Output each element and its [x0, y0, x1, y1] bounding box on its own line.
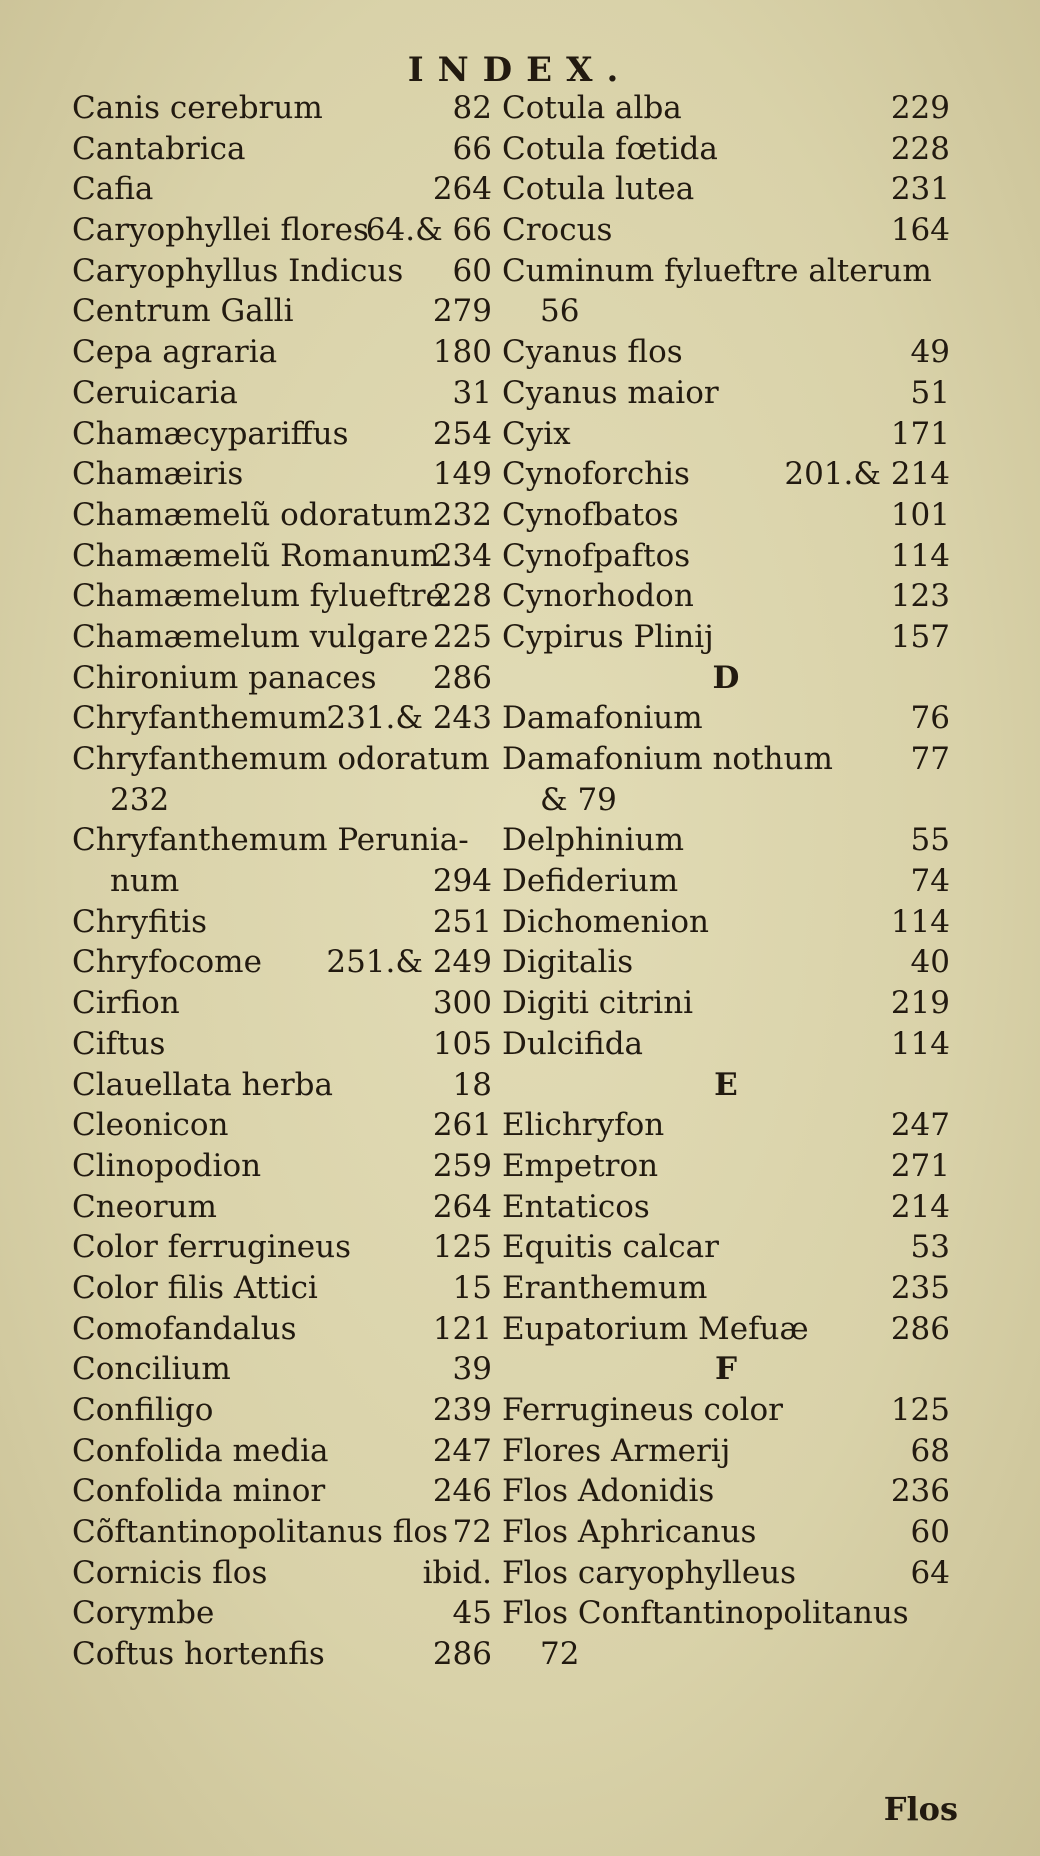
entry-page-number: 232 — [432, 496, 492, 533]
index-entry — [72, 1349, 492, 1390]
index-entry — [72, 373, 492, 414]
index-entry — [72, 129, 492, 170]
entry-term: 56 — [540, 293, 580, 330]
entry-page-number: 251.& 249 — [326, 944, 492, 981]
entry-page-number: 201.& 214 — [784, 456, 950, 493]
index-entry — [502, 942, 950, 983]
entry-term: num — [110, 863, 180, 900]
entry-page-number: 55 — [910, 822, 950, 859]
entry-page-number: 51 — [910, 374, 950, 411]
index-entry — [502, 739, 950, 780]
index-entry — [72, 88, 492, 129]
entry-term: Eranthemum — [502, 1269, 708, 1306]
entry-page-number: 157 — [890, 618, 950, 655]
entry-term: Cynofpaftos — [502, 537, 691, 574]
entry-term: Ciftus — [72, 1025, 166, 1062]
entry-term: Chryfanthemum Perunia- — [72, 822, 469, 859]
index-entry — [72, 861, 492, 902]
index-entry — [72, 1471, 492, 1512]
entry-term: Cornicis flos — [72, 1554, 268, 1591]
entry-page-number: 228 — [432, 578, 492, 615]
entry-term: Chryfanthemum — [72, 700, 328, 737]
entry-page-number: 123 — [890, 578, 950, 615]
entry-page-number: 234 — [432, 537, 492, 574]
index-entry — [72, 1634, 492, 1675]
entry-term: Confiligo — [72, 1392, 214, 1428]
entry-page-number: 125 — [432, 1229, 492, 1266]
entry-page-number: 72 — [452, 1514, 492, 1551]
entry-term: Cneorum — [72, 1188, 217, 1225]
entry-term: 72 — [540, 1636, 580, 1673]
entry-page-number: 76 — [910, 700, 950, 737]
entry-page-number: 45 — [452, 1595, 492, 1632]
entry-page-number: 149 — [432, 456, 492, 493]
entry-term: Flos Conftantinopolitanus — [502, 1595, 909, 1632]
entry-page-number: 271 — [890, 1147, 950, 1184]
entry-term: Chamæmelũ Romanum — [72, 537, 440, 574]
section-letter — [502, 1065, 950, 1106]
entry-term: Cotula alba — [502, 90, 682, 126]
index-entry — [502, 1227, 950, 1268]
entry-page-number: 121 — [432, 1310, 492, 1347]
index-entry — [502, 576, 950, 617]
entry-page-number: 40 — [910, 944, 950, 981]
entry-page-number: 229 — [890, 90, 950, 126]
entry-term: Cõftantinopolitanus flos — [72, 1514, 448, 1551]
index-entry — [72, 1390, 492, 1431]
section-letter-label: F — [714, 1351, 737, 1388]
index-entry — [72, 1431, 492, 1472]
index-entry — [502, 1268, 950, 1309]
entry-page-number: 228 — [890, 130, 950, 167]
entry-term: Clinopodion — [72, 1147, 262, 1184]
entry-page-number: 254 — [432, 415, 492, 452]
entry-page-number: 18 — [452, 1066, 492, 1103]
index-entry — [502, 210, 950, 251]
entry-term: Crocus — [502, 212, 613, 249]
entry-term: Cafia — [72, 171, 154, 208]
entry-term: Defiderium — [502, 863, 679, 900]
entry-page-number: 231 — [890, 171, 950, 208]
entry-term: Flos Adonidis — [502, 1473, 715, 1510]
entry-term: 232 — [110, 781, 170, 818]
entry-page-number: 60 — [452, 252, 492, 289]
entry-page-number: 49 — [910, 334, 950, 371]
index-entry — [502, 1593, 950, 1634]
entry-term: Cuminum fylueftre alterum — [502, 252, 932, 289]
entry-term: Cyanus flos — [502, 334, 683, 371]
index-entry — [72, 1593, 492, 1634]
index-entry — [72, 780, 492, 821]
entry-term: Centrum Galli — [72, 293, 294, 330]
entry-term: Ferrugineus color — [502, 1392, 783, 1428]
entry-page-number: 64 — [910, 1554, 950, 1591]
entry-page-number: 74 — [910, 863, 950, 900]
entry-page-number: 286 — [432, 659, 492, 696]
entry-term: Concilium — [72, 1351, 231, 1388]
entry-page-number: ibid. — [422, 1554, 492, 1591]
entry-term: Damafonium nothum — [502, 741, 833, 777]
index-entry — [72, 1512, 492, 1553]
entry-term: Cotula fœtida — [502, 130, 718, 167]
entry-term: Flos Aphricanus — [502, 1514, 757, 1551]
entry-term: Chryfanthemum odoratum — [72, 741, 490, 777]
entry-page-number: 264 — [432, 171, 492, 208]
entry-term: Chamæcypariffus — [72, 415, 349, 452]
index-entry — [502, 332, 950, 373]
index-entry — [502, 169, 950, 210]
entry-page-number: 286 — [890, 1310, 950, 1347]
index-entry — [502, 1553, 950, 1594]
index-entry — [502, 1471, 950, 1512]
index-entry — [72, 251, 492, 292]
entry-page-number: 64.& 66 — [365, 212, 492, 249]
entry-term: Color filis Attici — [72, 1269, 318, 1306]
index-entry — [502, 1390, 950, 1431]
entry-term: Digiti citrini — [502, 985, 694, 1022]
entry-page-number: 125 — [890, 1392, 950, 1428]
index-entry — [502, 291, 950, 332]
entry-page-number: 246 — [432, 1473, 492, 1510]
index-entry — [502, 373, 950, 414]
entry-page-number: 105 — [432, 1025, 492, 1062]
entry-page-number: 259 — [432, 1147, 492, 1184]
index-entry — [502, 820, 950, 861]
entry-term: Cotula lutea — [502, 171, 695, 208]
index-entry — [502, 1024, 950, 1065]
index-entry — [72, 454, 492, 495]
index-column-right — [502, 88, 950, 1675]
index-entry — [502, 1187, 950, 1228]
entry-term: Flos caryophylleus — [502, 1554, 797, 1591]
entry-term: Canis cerebrum — [72, 90, 323, 126]
entry-term: Cyix — [502, 415, 571, 452]
index-entry — [72, 820, 492, 861]
index-entry — [502, 1146, 950, 1187]
index-entry — [502, 1431, 950, 1472]
entry-term: Corymbe — [72, 1595, 215, 1632]
section-letter — [502, 1349, 950, 1390]
entry-page-number: 66 — [452, 130, 492, 167]
index-entry — [502, 617, 950, 658]
entry-term: Chamæmelum vulgare — [72, 618, 429, 655]
index-entry — [502, 1512, 950, 1553]
entry-page-number: 164 — [890, 212, 950, 249]
entry-page-number: 82 — [452, 90, 492, 126]
index-entry — [502, 1634, 950, 1675]
entry-term: Ceruicaria — [72, 374, 238, 411]
entry-term: Cynoforchis — [502, 456, 690, 493]
index-entry — [502, 129, 950, 170]
index-entry — [72, 576, 492, 617]
entry-page-number: 31 — [452, 374, 492, 411]
index-entry — [502, 251, 950, 292]
index-column-left — [72, 88, 492, 1675]
entry-page-number: 15 — [452, 1269, 492, 1306]
entry-term: Elichryfon — [502, 1107, 665, 1144]
entry-term: Comofandalus — [72, 1310, 297, 1347]
entry-page-number: 77 — [910, 741, 950, 777]
index-entry — [502, 1309, 950, 1350]
index-entry — [72, 658, 492, 699]
page-title: INDEX. — [407, 50, 633, 90]
index-entry — [72, 414, 492, 455]
entry-page-number: 231.& 243 — [326, 700, 492, 737]
index-entry — [502, 88, 950, 129]
entry-page-number: 235 — [890, 1269, 950, 1306]
entry-page-number: 60 — [910, 1514, 950, 1551]
index-entry — [72, 169, 492, 210]
entry-term: Confolida minor — [72, 1473, 326, 1510]
index-entry — [72, 617, 492, 658]
entry-term: Chironium panaces — [72, 659, 377, 696]
index-entry — [72, 942, 492, 983]
index-entry — [72, 1227, 492, 1268]
entry-page-number: 286 — [432, 1636, 492, 1673]
entry-page-number: 53 — [910, 1229, 950, 1266]
entry-page-number: 214 — [890, 1188, 950, 1225]
entry-page-number: 114 — [890, 1025, 950, 1062]
entry-term: Cepa agraria — [72, 334, 278, 371]
index-entry — [72, 983, 492, 1024]
index-entry — [72, 536, 492, 577]
entry-term: Coftus hortenfis — [72, 1636, 325, 1673]
index-entry — [502, 536, 950, 577]
index-entry — [502, 414, 950, 455]
entry-page-number: 294 — [432, 863, 492, 900]
entry-page-number: 279 — [432, 293, 492, 330]
section-letter-label: D — [712, 659, 740, 696]
entry-page-number: 114 — [890, 537, 950, 574]
index-entry — [72, 1065, 492, 1106]
index-entry — [72, 902, 492, 943]
index-entry — [72, 1187, 492, 1228]
index-entry — [502, 861, 950, 902]
entry-page-number: 247 — [432, 1432, 492, 1469]
entry-page-number: 247 — [890, 1107, 950, 1144]
entry-term: Cantabrica — [72, 130, 246, 167]
index-entry — [72, 739, 492, 780]
entry-term: Cirfion — [72, 985, 180, 1022]
index-entry — [72, 1024, 492, 1065]
index-entry — [502, 698, 950, 739]
index-entry — [72, 1553, 492, 1594]
entry-page-number: 225 — [432, 618, 492, 655]
entry-page-number: 300 — [432, 985, 492, 1022]
entry-term: Chryfitis — [72, 903, 207, 940]
index-entry — [72, 291, 492, 332]
entry-term: Cypirus Plinij — [502, 618, 714, 655]
entry-term: Dulcifida — [502, 1025, 644, 1062]
entry-term: Cleonicon — [72, 1107, 229, 1144]
entry-term: Cynorhodon — [502, 578, 694, 615]
entry-page-number: 261 — [432, 1107, 492, 1144]
entry-term: Flores Armerij — [502, 1432, 731, 1469]
entry-term: Clauellata herba — [72, 1066, 333, 1103]
entry-page-number: 239 — [432, 1392, 492, 1428]
entry-term: & 79 — [540, 781, 617, 818]
index-entry — [72, 1268, 492, 1309]
catchword: Flos — [883, 1790, 958, 1828]
entry-term: Chamæmelum fylueftre — [72, 578, 444, 615]
entry-page-number: 264 — [432, 1188, 492, 1225]
section-letter — [502, 658, 950, 699]
entry-term: Dichomenion — [502, 903, 710, 940]
index-entry — [502, 780, 950, 821]
entry-term: Digitalis — [502, 944, 634, 981]
entry-term: Caryophyllus Indicus — [72, 252, 404, 289]
entry-page-number: 171 — [890, 415, 950, 452]
index-entry — [72, 332, 492, 373]
entry-term: Entaticos — [502, 1188, 650, 1225]
entry-term: Delphinium — [502, 822, 685, 859]
index-entry — [72, 1309, 492, 1350]
entry-page-number: 236 — [890, 1473, 950, 1510]
index-entry — [72, 210, 492, 251]
index-entry — [72, 698, 492, 739]
entry-term: Caryophyllei flores — [72, 212, 369, 249]
entry-term: Eupatorium Mefuæ — [502, 1310, 809, 1347]
entry-page-number: 68 — [910, 1432, 950, 1469]
entry-term: Color ferrugineus — [72, 1229, 351, 1266]
index-entry — [502, 1105, 950, 1146]
entry-term: Equitis calcar — [502, 1229, 719, 1266]
entry-page-number: 114 — [890, 903, 950, 940]
entry-term: Chryfocome — [72, 944, 262, 981]
entry-term: Cynofbatos — [502, 496, 679, 533]
index-entry — [502, 454, 950, 495]
index-entry — [72, 1146, 492, 1187]
index-entry — [502, 495, 950, 536]
entry-term: Damafonium — [502, 700, 703, 737]
entry-term: Cyanus maior — [502, 374, 719, 411]
entry-term: Chamæiris — [72, 456, 244, 493]
index-entry — [72, 495, 492, 536]
index-entry — [502, 902, 950, 943]
section-letter-label: E — [714, 1066, 738, 1103]
entry-term: Chamæmelũ odoratum — [72, 496, 433, 533]
index-entry — [72, 1105, 492, 1146]
index-entry — [502, 983, 950, 1024]
entry-page-number: 251 — [432, 903, 492, 940]
entry-page-number: 180 — [432, 334, 492, 371]
entry-page-number: 219 — [890, 985, 950, 1022]
entry-page-number: 39 — [452, 1351, 492, 1388]
entry-term: Empetron — [502, 1147, 659, 1184]
entry-page-number: 101 — [890, 496, 950, 533]
entry-term: Confolida media — [72, 1432, 329, 1469]
